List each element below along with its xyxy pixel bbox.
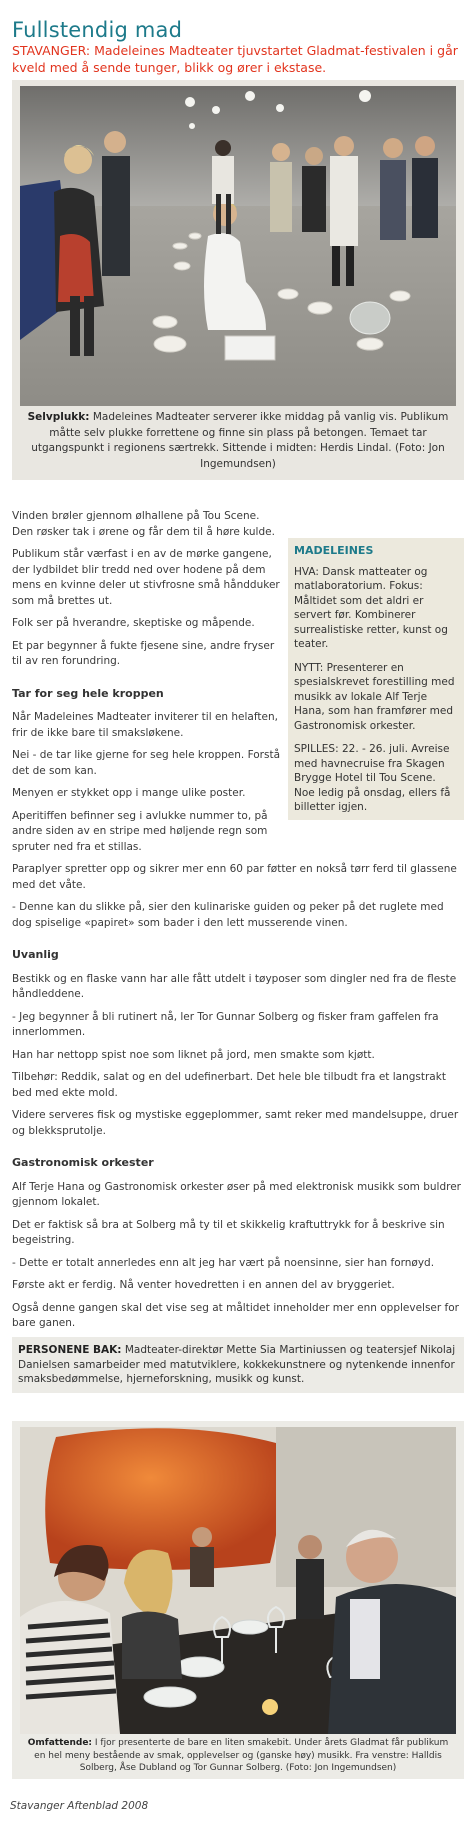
- body-paragraph: Bestikk og en flaske vann har alle fått utdelt i tøyposer som dingler ned fra de fleste håndleddene.: [12, 972, 457, 1000]
- caption-label: Selvplukk:: [27, 411, 90, 423]
- body-paragraph: Første akt er ferdig. Nå venter hovedretten i en annen del av bryggeriet.: [12, 1279, 395, 1291]
- body-paragraph: - Denne kan du slikke på, sier den kulinariske guiden og peker på det ruglete med dog spiselige «papiret» som bader i den lett musserende vinen.: [12, 901, 444, 929]
- source-footer: Stavanger Aftenblad 2008: [10, 1800, 149, 1812]
- body-paragraph: Nei - de tar like gjerne for seg hele kroppen. Forstå det de som kan.: [12, 749, 281, 777]
- photo-illustration: [20, 86, 456, 406]
- figure-top: [12, 80, 464, 480]
- factbox-title: MADELEINES: [294, 544, 374, 557]
- body-paragraph: Aperitiffen befinner seg i avlukke nummer to, på andre siden av en stripe med høljende regn som spruter ned fra et stillas.: [12, 809, 268, 853]
- body-paragraph: - Dette er totalt annerledes enn alt jeg har vært på noensinne, sier han fornøyd.: [12, 1256, 435, 1269]
- body-paragraph: Et par begynner å fukte fjesene sine, andre fryser til av ren forundring.: [12, 639, 275, 667]
- caption-text: I fjor presenterte de bare en liten smakebit. Under årets Gladmat får publikum en hel meny bestående av smak, opplevelser og (ganske høy) musikk. Fra venstre: Halldis Solberg, Åse Dubland og Tor Gunnar Solberg. (Foto: Jon Ingemundsen): [34, 1738, 449, 1773]
- body-paragraph: Folk ser på hverandre, skeptiske og måpende.: [12, 617, 255, 629]
- factbox-paragraph: HVA: Dansk matteater og matlaboratorium. Fokus: Måltidet som det aldri er servert før. Kombinerer surrealistiske retter, kunst og teater.: [294, 565, 448, 650]
- factbox-paragraph: NYTT: Presenterer en spesialskrevet forestilling med musikk av lokale Alf Terje Hana, som han framfører med Gastronomisk orkester.: [294, 661, 455, 732]
- persons-box: [12, 1337, 464, 1393]
- body-paragraph: Alf Terje Hana og Gastronomisk orkester øser på med elektronisk musikk som buldrer gjennom lokalet.: [12, 1180, 461, 1208]
- factbox-paragraph: SPILLES: 22. - 26. juli. Avreise med havnecruise fra Skagen Brygge Hotel til Tou Scene. Noe ledig på onsdag, ellers få billetter igjen.: [294, 743, 451, 813]
- persons-label: PERSONENE BAK:: [18, 1344, 122, 1356]
- body-paragraph: Videre serveres fisk og mystiske eggeplommer, samt reker med mandelsuppe, druer og blekksprutolje.: [12, 1109, 459, 1137]
- caption-label: Omfattende:: [27, 1738, 93, 1748]
- photo-caption-top: [20, 410, 456, 472]
- body-paragraph: Når Madeleines Madteater inviterer til en helaften, frir de ikke bare til smaksløkene.: [12, 711, 278, 739]
- body-paragraph: Publikum står værfast i en av de mørke gangene, der lydbildet blir tredd ned over hodene på dem mens en kvinne deler ut stivfrosne små håndduker som må brettes ut.: [12, 548, 280, 607]
- photo-dinner-table: [20, 1427, 456, 1734]
- section-heading: Gastronomisk orkester: [12, 1156, 154, 1169]
- persons-text: Madteater-direktør Mette Sia Martiniussen og teatersjef Nikolaj Danielsen samarbeider med matutviklere, kokkekunstnere og nytenkende innenfor smaksbedømmelse, hjerneforskning, musikk og kunst.: [18, 1344, 456, 1385]
- body-paragraph: Vinden brøler gjennom ølhallene på Tou Scene. Den røsker tak i ørene og får dem til å høre kulde.: [12, 510, 275, 538]
- figure-bottom: [12, 1421, 464, 1779]
- section-heading: Uvanlig: [12, 948, 59, 961]
- photo-caption-bottom: [20, 1737, 456, 1775]
- body-paragraph: - Jeg begynner å bli rutinert nå, ler Tor Gunnar Solberg og fisker fram gaffelen fra innerlommen.: [12, 1010, 439, 1038]
- body-paragraph: Han har nettopp spist noe som liknet på jord, men smakte som kjøtt.: [12, 1048, 375, 1061]
- caption-text: Madeleines Madteater serverer ikke middag på vanlig vis. Publikum måtte selv plukke forrettene og finne sin plass på betongen. Temaet tar utgangspunkt i regionens særtrekk. Sittende i midten: Herdis Lindal. (Foto: Jon Ingemundsen): [31, 411, 449, 470]
- factbox: [288, 538, 464, 820]
- body-paragraph: Tilbehør: Reddik, salat og en del udefinerbart. Det hele ble tilbudt fra et langstrakt bed med ekte mold.: [12, 1071, 446, 1099]
- body-paragraph: Paraplyer spretter opp og sikrer mer enn 60 par føtter en nokså tørr ferd til glassene med det våte.: [12, 863, 457, 891]
- body-paragraph: Det er faktisk så bra at Solberg må ty til et skikkelig kraftuttrykk for å beskrive sin begeistring.: [12, 1218, 445, 1246]
- body-paragraph: Også denne gangen skal det vise seg at måltidet inneholder mer enn opplevelser for bare ganen.: [12, 1301, 459, 1329]
- body-paragraph: Menyen er stykket opp i mange ulike poster.: [12, 787, 246, 799]
- photo-dining-installation: [20, 86, 456, 406]
- section-heading: Tar for seg hele kroppen: [12, 686, 164, 700]
- photo-illustration: [20, 1427, 456, 1734]
- article-title: Fullstendig mad: [12, 18, 183, 43]
- article-lead: STAVANGER: Madeleines Madteater tjuvstartet Gladmat-festivalen i går kveld med å sende tunger, blikk og ører i ekstase.: [12, 43, 458, 75]
